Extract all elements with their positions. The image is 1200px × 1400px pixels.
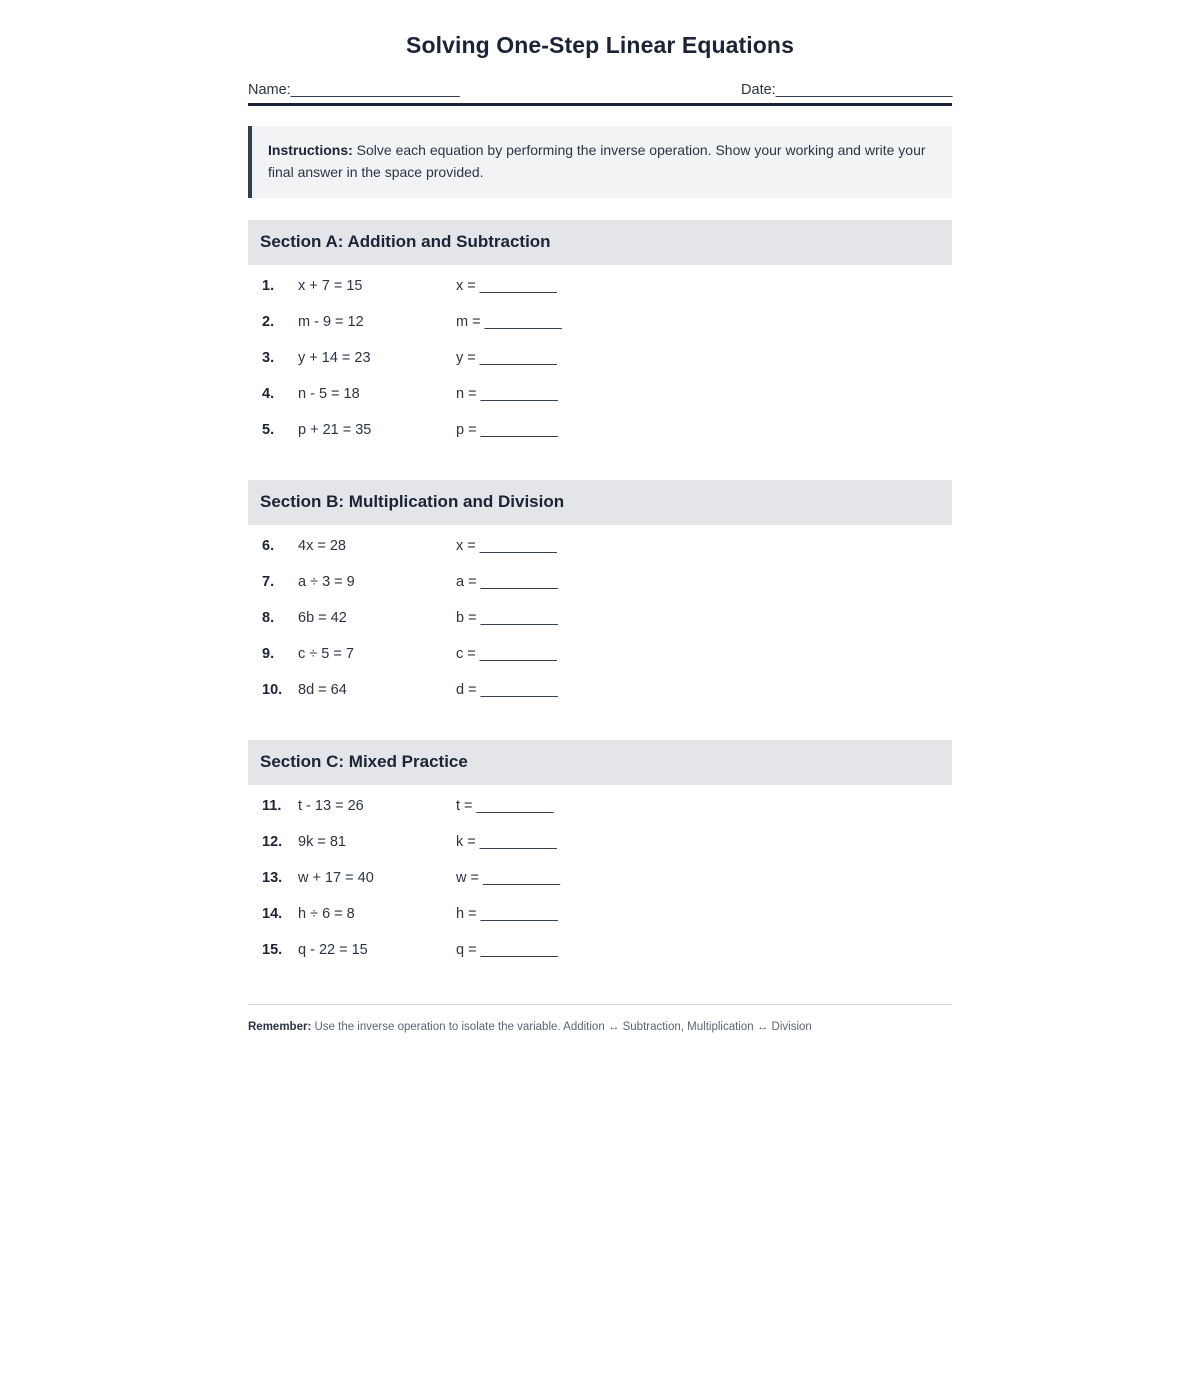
problem-number: 11. [262, 798, 282, 815]
problem-equation: t - 13 = 26 [298, 798, 364, 815]
section-header-c: Section C: Mixed Practice [248, 740, 952, 785]
answer-prefix: d = [456, 682, 481, 699]
answer-prefix: n = [456, 386, 481, 403]
problem-row [248, 942, 952, 978]
problem-row [248, 278, 952, 314]
problem-equation: 4x = 28 [298, 538, 346, 555]
answer-prefix: q = [456, 942, 481, 959]
answer-blank[interactable]: __________ [480, 386, 558, 403]
problem-number: 5. [262, 422, 275, 439]
problem-row [248, 610, 952, 646]
answer-prefix: k = [456, 834, 480, 851]
worksheet-content [248, 0, 952, 1037]
answer-prefix: b = [456, 610, 481, 627]
problem-list-b [248, 525, 952, 718]
problem-number: 6. [262, 538, 275, 555]
problem-equation: y + 14 = 23 [298, 350, 371, 367]
answer-blank[interactable]: __________ [480, 610, 558, 627]
problem-equation: x + 7 = 15 [298, 278, 363, 295]
problem-answer-field[interactable] [456, 574, 557, 590]
answer-blank[interactable]: __________ [480, 574, 558, 591]
date-blank[interactable]: _______________________ [775, 82, 952, 98]
answer-blank[interactable]: __________ [480, 906, 558, 923]
problem-number: 4. [262, 386, 275, 403]
problem-answer-field[interactable] [456, 350, 556, 366]
answer-prefix: h = [456, 906, 481, 923]
problem-answer-field[interactable] [456, 834, 556, 850]
answer-blank[interactable]: __________ [479, 646, 557, 663]
answer-blank[interactable]: __________ [479, 538, 557, 555]
problem-number: 8. [262, 610, 275, 627]
problem-answer-field[interactable] [456, 610, 557, 626]
name-label: Name: [248, 82, 291, 98]
problem-number: 15. [262, 942, 283, 959]
answer-blank[interactable]: __________ [479, 350, 557, 367]
problem-equation: 8d = 64 [298, 682, 347, 699]
answer-blank[interactable]: __________ [480, 422, 558, 439]
problem-row [248, 646, 952, 682]
remember-label: Remember: [248, 1021, 312, 1034]
problem-answer-field[interactable] [456, 386, 557, 402]
instructions-text: Solve each equation by performing the inverse operation. Show your working and write your final answer in the space provided. [268, 142, 926, 180]
problem-row [248, 350, 952, 386]
answer-blank[interactable]: __________ [483, 870, 560, 887]
answer-prefix: p = [456, 422, 481, 439]
problem-answer-field[interactable] [456, 682, 557, 698]
problem-number: 14. [262, 906, 283, 923]
answer-prefix: w = [456, 870, 483, 887]
section-header-b: Section B: Multiplication and Division [248, 480, 952, 525]
problem-equation: c ÷ 5 = 7 [298, 646, 354, 663]
problem-row [248, 538, 952, 574]
problem-row [248, 682, 952, 718]
problem-row [248, 314, 952, 350]
answer-blank[interactable]: __________ [484, 314, 562, 331]
name-field[interactable] [248, 82, 459, 98]
problem-row [248, 386, 952, 422]
answer-prefix: a = [456, 574, 481, 591]
problem-equation: p + 21 = 35 [298, 422, 372, 439]
problem-row [248, 574, 952, 610]
instructions-label: Instructions: [268, 142, 353, 158]
date-label: Date: [741, 82, 776, 98]
answer-blank[interactable]: __________ [479, 834, 557, 851]
problem-answer-field[interactable] [456, 538, 556, 554]
problem-list-c [248, 785, 952, 978]
answer-blank[interactable]: __________ [476, 798, 554, 815]
name-blank[interactable]: ______________________ [290, 82, 460, 98]
problem-row [248, 422, 952, 458]
instructions-box [248, 126, 952, 198]
problem-number: 3. [262, 350, 275, 367]
problem-answer-field[interactable] [456, 278, 556, 294]
remember-note [248, 1019, 952, 1036]
problem-answer-field[interactable] [456, 870, 560, 886]
problem-equation: q - 22 = 15 [298, 942, 368, 959]
remember-text: Use the inverse operation to isolate the variable. Addition ↔ Subtraction, Multiplication ↔ Division [311, 1021, 812, 1034]
answer-blank[interactable]: __________ [479, 278, 557, 295]
problem-answer-field[interactable] [456, 942, 557, 958]
problem-row [248, 870, 952, 906]
problem-number: 2. [262, 314, 275, 331]
problem-equation: m - 9 = 12 [298, 314, 364, 331]
problem-number: 13. [262, 870, 283, 887]
answer-blank[interactable]: __________ [480, 942, 558, 959]
answer-prefix: t = [456, 798, 477, 815]
problem-number: 12. [262, 834, 283, 851]
answer-prefix: x = [456, 278, 480, 295]
problem-equation: w + 17 = 40 [298, 870, 374, 887]
section-header-a: Section A: Addition and Subtraction [248, 220, 952, 265]
problem-number: 9. [262, 646, 275, 663]
problem-number: 7. [262, 574, 275, 591]
page-title: Solving One-Step Linear Equations [406, 32, 794, 58]
answer-blank[interactable]: __________ [480, 682, 558, 699]
problem-equation: a ÷ 3 = 9 [298, 574, 355, 591]
problem-number: 10. [262, 682, 283, 699]
problem-number: 1. [262, 278, 275, 295]
problem-answer-field[interactable] [456, 646, 556, 662]
problem-equation: n - 5 = 18 [298, 386, 360, 403]
problem-answer-field[interactable] [456, 906, 557, 922]
answer-prefix: m = [456, 314, 485, 331]
problem-equation: 6b = 42 [298, 610, 347, 627]
answer-prefix: c = [456, 646, 480, 663]
problem-list-a [248, 265, 952, 458]
problem-answer-field[interactable] [456, 422, 557, 438]
date-field[interactable] [741, 82, 952, 98]
header-divider [248, 103, 952, 106]
problem-row [248, 798, 952, 834]
name-date-row [248, 78, 952, 98]
problem-equation: 9k = 81 [298, 834, 346, 851]
problem-row [248, 906, 952, 942]
problem-equation: h ÷ 6 = 8 [298, 906, 355, 923]
answer-prefix: x = [456, 538, 480, 555]
problem-row [248, 834, 952, 870]
answer-prefix: y = [456, 350, 480, 367]
problem-answer-field[interactable] [456, 314, 561, 330]
problem-answer-field[interactable] [456, 798, 553, 814]
footer-divider [248, 1004, 952, 1005]
